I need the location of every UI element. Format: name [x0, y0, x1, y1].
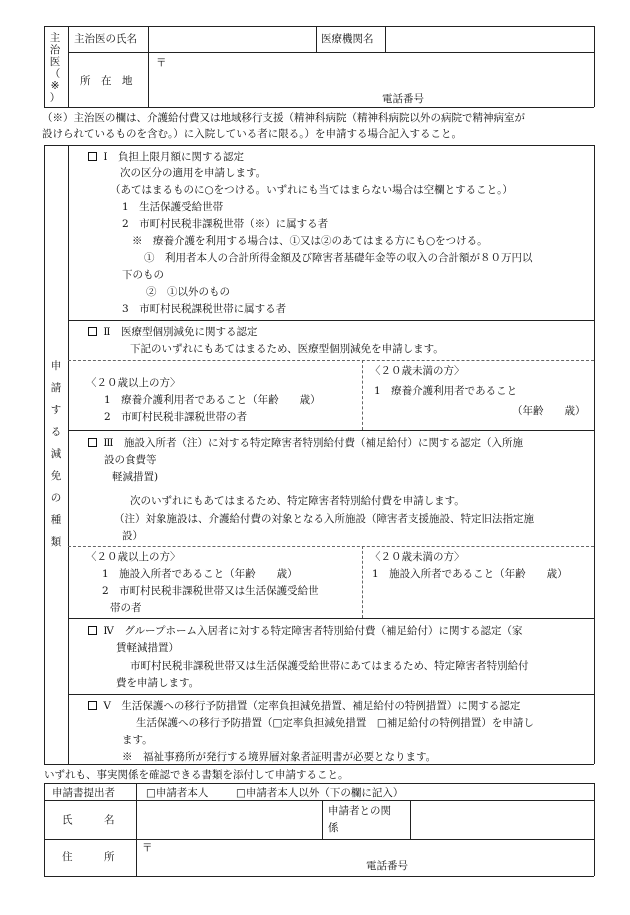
section-4-desc: 市町村民税非課税世帯又は生活保護受給世帯にあてはまるため、特定障害者特別給付	[130, 660, 529, 672]
types-side-label-char: 種	[50, 514, 62, 526]
types-side-label-char: 類	[50, 536, 62, 548]
doctor-side-label-char: ※	[50, 80, 60, 92]
section-3-note-cont: 設）	[122, 530, 143, 542]
section-4-desc-cont: 費を申請します。	[116, 677, 200, 689]
doctor-side-label-char: （	[49, 68, 61, 80]
section-3-adult-item-1: 1 施設入所者であること（年齢 歳）	[102, 568, 298, 580]
submitter-postal-mark: 〒	[142, 842, 153, 854]
hospital-label: 医療機関名	[321, 33, 374, 45]
section-1-title[interactable]: Ⅰ 負担上限月額に関する認定	[88, 150, 244, 164]
submitter-name-label: 氏 名	[62, 814, 115, 826]
doctor-address-field[interactable]	[170, 56, 590, 86]
section-4-title[interactable]: Ⅳ グループホーム入居者に対する特定障害者特別給付費（補足給付）に関する認定（家	[88, 624, 523, 638]
doctor-side-label	[48, 32, 62, 104]
section-4-checkbox[interactable]	[88, 626, 97, 635]
section-5-title[interactable]: Ⅴ 生活保護への移行予防措置（定率負担減免措置、補足給付の特例措置）に関する認定	[88, 699, 520, 713]
section-4-title-cont: 賃軽減措置）	[116, 642, 179, 654]
section-2-adult-heading: 〈２０歳以上の方〉	[86, 377, 181, 389]
section-1-note: ※ 療養介護を利用する場合は、①又は②のあてはまる方にも○をつける。	[132, 235, 488, 247]
doctor-postal-mark: 〒	[156, 57, 167, 69]
section-3-adult-heading: 〈２０歳以上の方〉	[86, 551, 181, 563]
types-side-label-char: 減	[50, 448, 62, 460]
types-side-label-char: す	[50, 404, 62, 416]
submitter-label: 申請書提出者	[52, 787, 115, 799]
section-2-title[interactable]: Ⅱ 医療型個別減免に関する認定	[88, 325, 257, 339]
section-3-minor-heading: 〈２０歳未満の方〉	[370, 551, 465, 563]
doctor-phone-label: 電話番号	[382, 93, 424, 105]
section-1-sub-1[interactable]: ① 利用者本人の合計所得金額及び障害者基礎年金等の収入の合計額が８０万円以	[144, 252, 533, 264]
section-3-note: （注）対象施設は、介護給付費の対象となる入所施設（障害者支援施設、特定旧法指定施	[114, 513, 534, 525]
section-3-adult-item-2-cont: 帯の者	[110, 602, 142, 614]
doctor-side-label-char: 主	[49, 32, 61, 44]
doctor-side-label-char: ）	[49, 92, 61, 104]
section-3-title-cont-2: 軽減措置)	[112, 471, 159, 483]
submitter-option-self[interactable]: □申請者本人	[146, 787, 209, 799]
section-3-checkbox[interactable]	[88, 438, 97, 447]
section-2-minor-age: （年齢 歳）	[512, 405, 586, 417]
section-2-desc: 下記のいずれにもあてはまるため、医療型個別減免を申請します。	[130, 343, 444, 355]
section-2-minor-heading: 〈２０歳未満の方〉	[370, 365, 465, 377]
section-2-checkbox[interactable]	[88, 327, 97, 336]
section-1-sub-2[interactable]: ② ①以外のもの	[146, 286, 230, 298]
types-side-label-char: の	[50, 492, 62, 504]
types-side-label-char: 申	[50, 360, 62, 372]
section-3-adult-item-2: 2 市町村民税非課税世帯又は生活保護受給世	[102, 585, 319, 597]
section-1-sub-1-cont: 下のもの	[122, 269, 164, 281]
section-1-checkbox[interactable]	[88, 152, 97, 161]
submitter-phone-label: 電話番号	[366, 860, 408, 872]
doctor-side-label-char: 治	[49, 44, 61, 56]
relation-label-line2: 係	[328, 822, 339, 834]
doctor-side-label-char: 医	[49, 56, 61, 68]
section-1-item-3[interactable]: 3 市町村民税課税世帯に属する者	[122, 303, 287, 315]
submitter-address-field[interactable]	[156, 841, 590, 857]
section-3-title[interactable]: Ⅲ 施設入所者（注）に対する特定障害者特別給付費（補足給付）に関する認定（入所施	[88, 436, 523, 450]
doctor-note-line1: （※）主治医の欄は、介護給付費又は地域移行支援（精神科病院（精神科病院以外の病院で精神病室が	[42, 112, 525, 124]
section-3-desc: 次のいずれにもあてはまるため、特定障害者特別給付費を申請します。	[130, 495, 465, 507]
section-1-desc: 次の区分の適用を申請します。	[120, 167, 267, 179]
types-side-label-char: 免	[50, 470, 62, 482]
doctor-name-field[interactable]	[150, 28, 314, 50]
section-1-item-1[interactable]: 1 生活保護受給世帯	[122, 201, 224, 213]
doctor-note-line2: 設けられているものを含む。）に入院している者に限る。）を申請する場合記入すること。	[42, 128, 462, 140]
attachment-note: いずれも、事実関係を確認できる書類を添付して申請すること。	[44, 769, 349, 781]
section-5-desc: 生活保護への移行予防措置（□定率負担減免措置 □補足給付の特例措置）を申請し	[136, 717, 534, 729]
doctor-address-label: 所 在 地	[80, 75, 133, 87]
section-3-minor-item-1: 1 施設入所者であること（年齢 歳）	[372, 568, 568, 580]
relation-field[interactable]	[414, 802, 590, 836]
types-side-label-char: 請	[50, 382, 62, 394]
submitter-address-label: 住 所	[62, 851, 115, 863]
section-2-minor-item-1: 1 療養介護利用者であること	[374, 385, 518, 397]
section-2-adult-item-2: 2 市町村民税非課税世帯の者	[104, 411, 248, 423]
section-5-note: ※ 福祉事務所が発行する境界層対象者証明書が必要となります。	[122, 751, 437, 763]
hospital-field[interactable]	[388, 28, 592, 50]
section-3-title-cont: 設の食費等	[104, 454, 157, 466]
relation-label-line1: 申請者との関	[328, 805, 391, 817]
section-1-item-2[interactable]: 2 市町村民税非課税世帯（※）に属する者	[122, 218, 329, 230]
section-1-instruction: （あてはまるものに○をつける。いずれにも当てはまらない場合は空欄とすること。）	[110, 184, 513, 196]
doctor-name-label: 主治医の氏名	[74, 33, 137, 45]
types-side-label	[49, 355, 63, 553]
types-side-label-char: る	[50, 426, 62, 438]
submitter-name-field[interactable]	[140, 802, 318, 836]
section-2-adult-item-1: 1 療養介護利用者であること（年齢 歳）	[104, 394, 321, 406]
submitter-option-other[interactable]: □申請者本人以外（下の欄に記入）	[236, 787, 404, 799]
section-5-checkbox[interactable]	[88, 701, 97, 710]
section-5-desc-cont: ます。	[122, 734, 153, 746]
